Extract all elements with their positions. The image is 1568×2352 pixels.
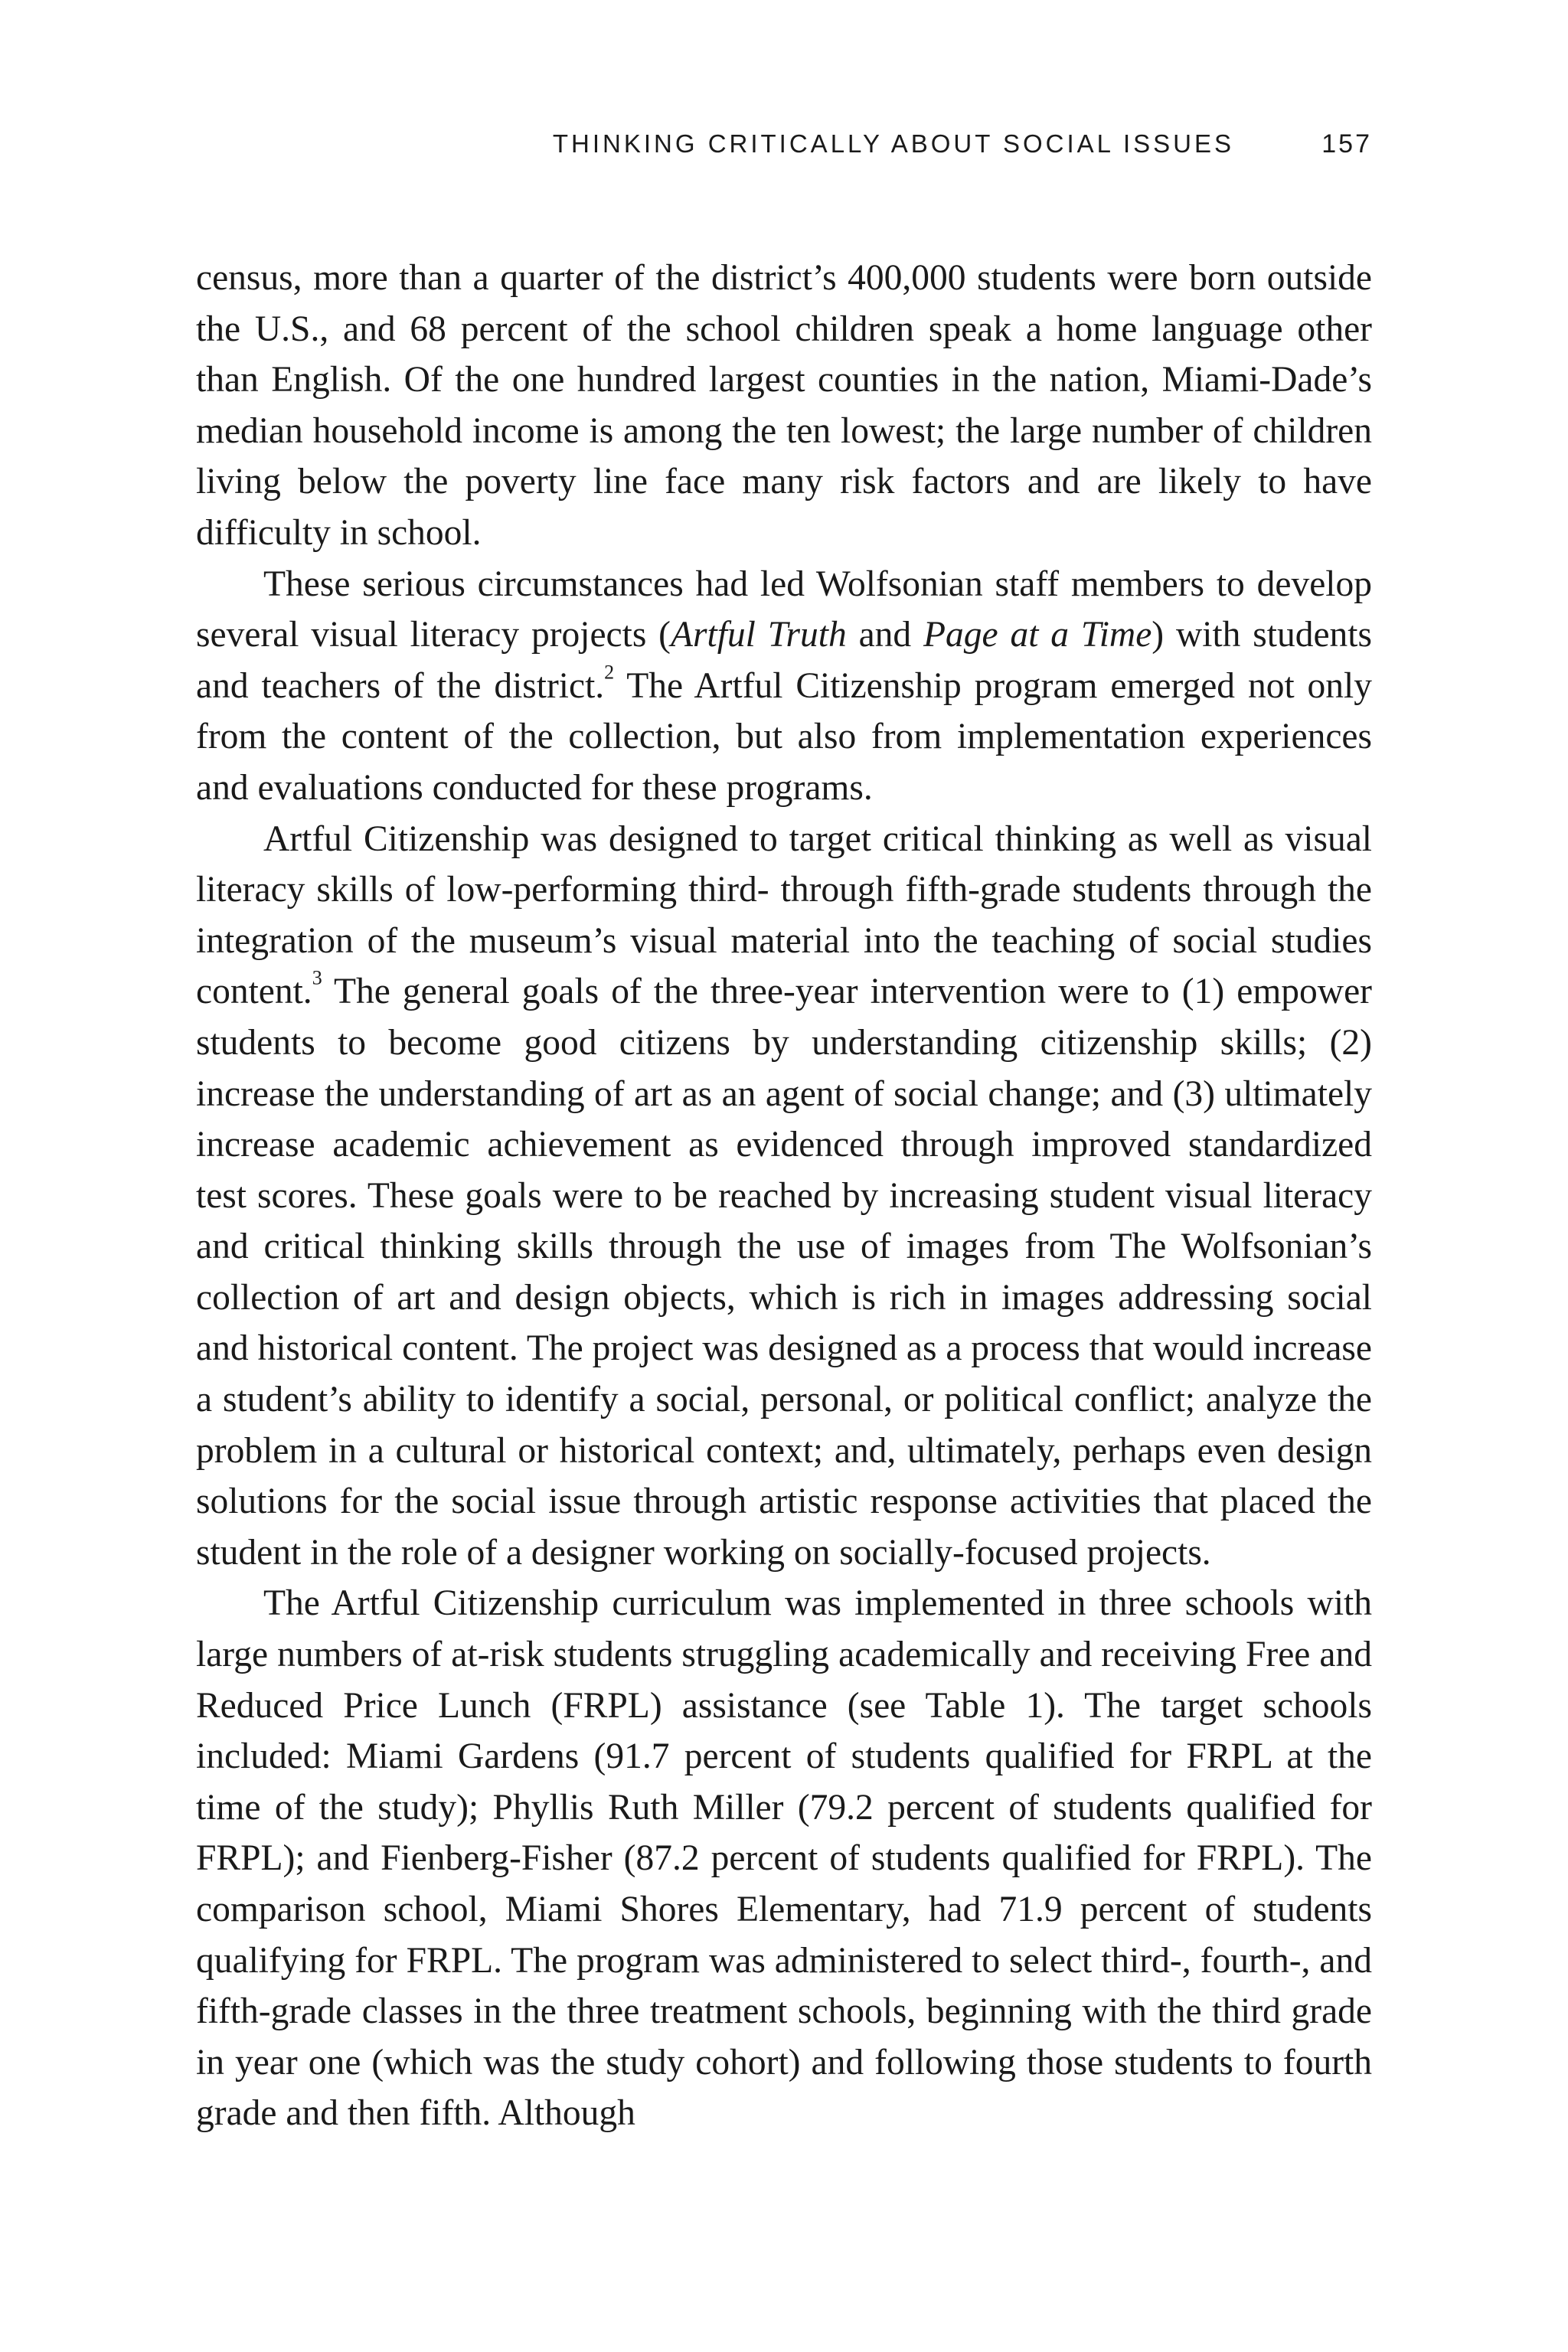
body-text [196, 253, 1372, 2139]
paragraph-3-text-1: Artful Citizenship was designed to target critical thinking as well as visual literacy skills of low-performing third- through fifth-grade students through the integration of the museum’s visual material into the teaching of social studies content. [196, 818, 1372, 1012]
footnote-ref-3: 3 [312, 966, 322, 989]
footnote-ref-2: 2 [604, 661, 615, 684]
page-number: 157 [1321, 129, 1372, 158]
paragraph-2-text-4: The Artful Citizenship program emerged not only from the content of the collection, but also from implementation experiences and evaluations conducted for these programs. [196, 665, 1373, 808]
paragraph-3-text-2: The general goals of the three-year intervention were to (1) empower students to become good citizens by understanding citizenship skills; (2) increase the understanding of art as an agent of social change; and (3) ultimately increase academic achievement as evidenced through improved standardized test scores. These goals were to be reached by increasing student visual literacy and critical thinking skills through the use of images from The Wolfsonian’s collection of art and design objects, which is rich in images addressing social and historical content. The project was designed as a process that would increase a student’s ability to identify a social, personal, or political conflict; analyze the problem in a cultural or historical context; and, ultimately, perhaps even design solutions for the social issue through artistic response activities that placed the student in the role of a designer working on socially-focused projects. [196, 972, 1372, 1573]
title-artful-truth: Artful Truth [671, 615, 847, 655]
paragraph-2-text-2: and [846, 615, 924, 655]
running-title: THINKING CRITICALLY ABOUT SOCIAL ISSUES [552, 129, 1234, 158]
paragraph-4: The Artful Citizenship curriculum was implemented in three schools with large numbers of at-risk students struggling academically and receiving Free and Reduced Price Lunch (FRPL) assistance (see Table 1). The target schools included: Miami Gardens (91.7 percent of students qualified for FRPL at the time of the study); Phyllis Ruth Miller (79.2 percent of students qualified for FRPL); and Fienberg-Fisher (87.2 percent of students qualified for FRPL). The comparison school, Miami Shores Elementary, had 71.9 percent of students qualifying for FRPL. The program was administered to select third-, fourth-, and fifth-grade classes in the three treatment schools, beginning with the third grade in year one (which was the study cohort) and following those students to fourth grade and then fifth. Although [196, 1583, 1372, 2134]
paragraph-3 [196, 814, 1372, 1579]
paragraph-1: census, more than a quarter of the district’s 400,000 students were born outside the U.S., and 68 percent of the school children speak a home language other than English. Of the one hundred largest counties in the nation, Miami-Dade’s median household income is among the ten lowest; the large number of children living below the poverty line face many risk factors and are likely to have difficulty in school. [196, 258, 1372, 553]
title-page-at-a-time: Page at a Time [923, 615, 1152, 655]
paragraph-2 [196, 559, 1372, 814]
paragraph-2-text-3: ) with students and teachers of the district. [196, 615, 1372, 706]
paragraph-2-text-1: These serious circumstances had led Wolfsonian staff members to develop several visual literacy projects ( [196, 564, 1372, 655]
running-head [196, 126, 1372, 162]
